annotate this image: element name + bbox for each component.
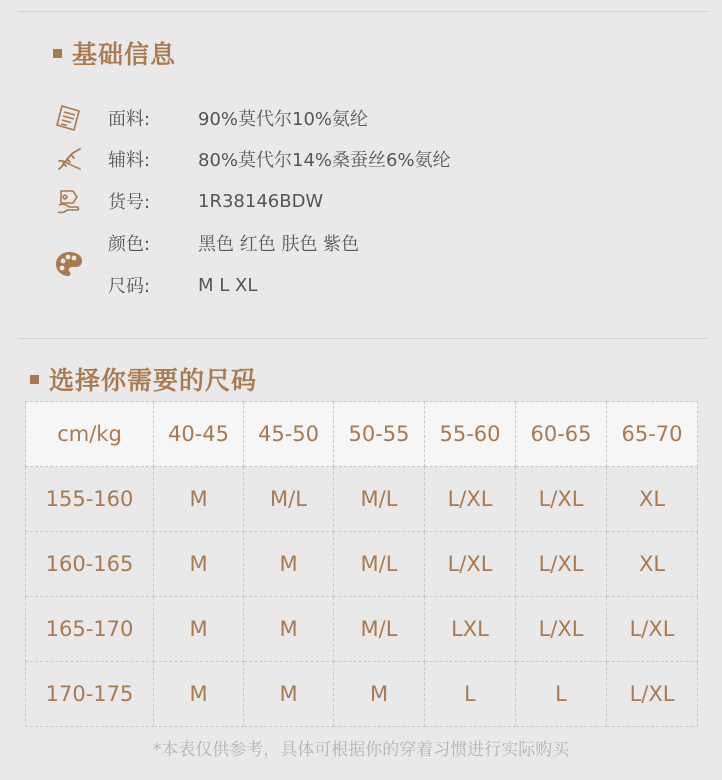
info-row-fabric — [52, 101, 652, 135]
info-row-size — [52, 268, 652, 302]
table-cell: L/XL — [516, 597, 607, 662]
basic-info-title — [53, 34, 176, 72]
table-cell: M — [334, 662, 425, 727]
header-cell: 60-65 — [516, 402, 607, 467]
table-cell: M — [244, 662, 334, 727]
table-cell: L — [516, 662, 607, 727]
info-row-color — [52, 226, 652, 260]
info-value: 80%莫代尔14%桑蚕丝6%氨纶 — [198, 150, 451, 171]
table-header-row — [26, 402, 698, 467]
header-cell: 50-55 — [334, 402, 425, 467]
table-cell: 160-165 — [26, 532, 154, 597]
table-cell: 165-170 — [26, 597, 154, 662]
top-divider — [18, 11, 708, 12]
info-label: 货号: — [108, 192, 151, 213]
table-cell: M/L — [244, 467, 334, 532]
table-row — [26, 532, 698, 597]
info-value: 1R38146BDW — [198, 190, 324, 212]
table-cell: XL — [607, 467, 698, 532]
table-cell: M — [154, 662, 244, 727]
table-cell: M — [154, 467, 244, 532]
table-row — [26, 597, 698, 662]
info-value: 黑色 红色 肤色 紫色 — [198, 234, 360, 255]
header-cell: 55-60 — [425, 402, 516, 467]
table-cell: L/XL — [516, 532, 607, 597]
info-label: 尺码: — [108, 276, 151, 297]
table-cell: M — [154, 597, 244, 662]
title-marker — [53, 49, 62, 58]
section-divider — [18, 338, 708, 339]
table-cell: L/XL — [425, 532, 516, 597]
table-row — [26, 662, 698, 727]
info-label: 面料: — [108, 109, 151, 130]
table-cell: L/XL — [516, 467, 607, 532]
table-row — [26, 467, 698, 532]
size-chart-title — [30, 360, 257, 398]
table-cell: 170-175 — [26, 662, 154, 727]
table-cell: LXL — [425, 597, 516, 662]
table-cell: 155-160 — [26, 467, 154, 532]
table-cell: L/XL — [607, 662, 698, 727]
info-row-sku — [52, 184, 652, 218]
table-cell: L/XL — [607, 597, 698, 662]
table-cell: M — [154, 532, 244, 597]
title-marker — [30, 375, 39, 384]
info-label: 辅料: — [108, 150, 151, 171]
table-cell: M/L — [334, 597, 425, 662]
dna-helix-icon — [52, 142, 86, 176]
table-cell: M/L — [334, 532, 425, 597]
info-value: 90%莫代尔10%氨纶 — [198, 109, 369, 130]
table-cell: XL — [607, 532, 698, 597]
size-chart-footnote: *本表仅供参考，具体可根据你的穿着习惯进行实际购买 — [152, 740, 570, 760]
table-cell: M — [244, 597, 334, 662]
table-cell: M/L — [334, 467, 425, 532]
header-cell: 45-50 — [244, 402, 334, 467]
info-row-accessory — [52, 142, 652, 176]
header-cell: 65-70 — [607, 402, 698, 467]
table-cell: L — [425, 662, 516, 727]
size-chart-title-text: 选择你需要的尺码 — [49, 366, 258, 395]
header-cell: 40-45 — [154, 402, 244, 467]
basic-info-title-text: 基础信息 — [72, 40, 177, 69]
header-cell: cm/kg — [26, 402, 154, 467]
info-value: M L XL — [198, 274, 258, 296]
hand-tag-icon — [52, 184, 86, 218]
info-label: 颜色: — [108, 234, 151, 255]
table-cell: L/XL — [425, 467, 516, 532]
size-chart-table — [25, 401, 698, 727]
fabric-tag-icon — [52, 101, 86, 135]
table-cell: M — [244, 532, 334, 597]
